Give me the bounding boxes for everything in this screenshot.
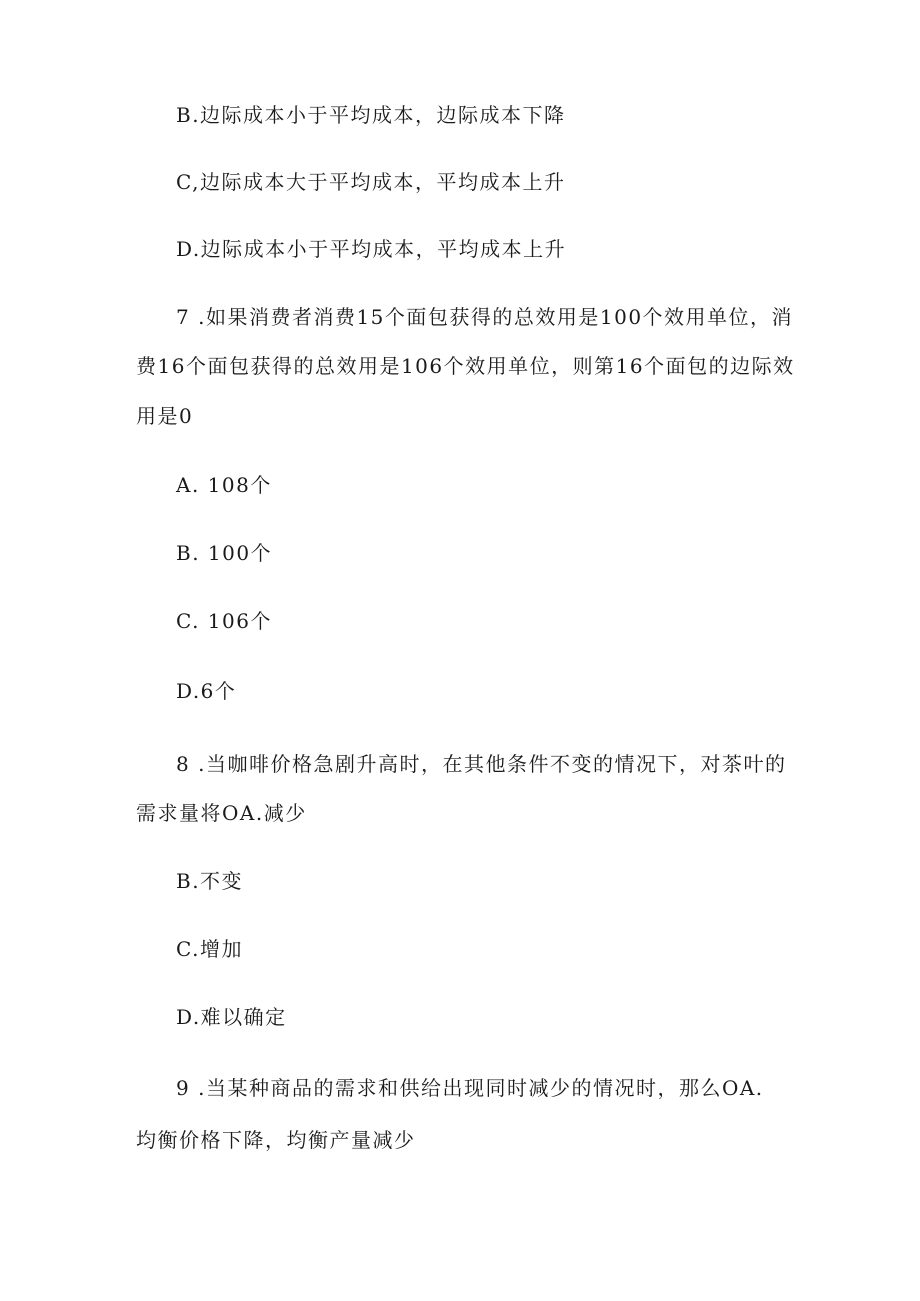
- q9-text-line1: 9 .当某种商品的需求和供给出现同时减少的情况时，那么OA.: [176, 1076, 764, 1100]
- q8-option-b: B.不变: [176, 869, 244, 893]
- q9-text-line2: 均衡价格下降，均衡产量减少: [136, 1128, 416, 1152]
- q7-option-c: C. 106个: [176, 609, 272, 633]
- q8-text-line1: 8 .当咖啡价格急剧升高时，在其他条件不变的情况下，对茶叶的: [176, 752, 787, 776]
- q6-option-c: C,边际成本大于平均成本，平均成本上升: [176, 170, 566, 194]
- q6-option-d: D.边际成本小于平均成本，平均成本上升: [176, 237, 567, 261]
- q7-option-d: D.6个: [176, 679, 237, 703]
- q7-option-a: A. 108个: [176, 473, 272, 497]
- q6-option-b: B.边际成本小于平均成本，边际成本下降: [176, 103, 566, 127]
- q7-text-line1: 7 .如果消费者消费15个面包获得的总效用是100个效用单位，消: [176, 305, 794, 329]
- q7-text-line3: 用是0: [136, 404, 194, 428]
- q7-text-line2: 费16个面包获得的总效用是106个效用单位，则第16个面包的边际效: [136, 354, 795, 378]
- q7-option-b: B. 100个: [176, 541, 273, 565]
- q8-text-line2: 需求量将OA.减少: [136, 801, 307, 825]
- q8-option-c: C.增加: [176, 937, 243, 961]
- q8-option-d: D.难以确定: [176, 1005, 287, 1029]
